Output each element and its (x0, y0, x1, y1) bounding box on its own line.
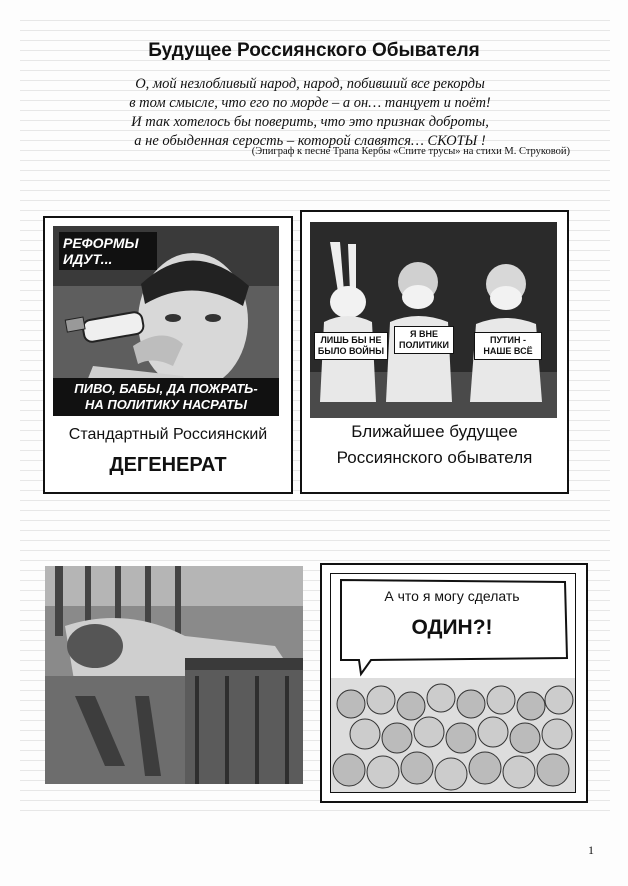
crowd-illustration (331, 574, 575, 792)
sign-apolitical: Я ВНЕ ПОЛИТИКИ (394, 326, 454, 354)
poster-bottom-slogan (53, 378, 279, 416)
page-title: Будущее Россиянского Обывателя (148, 40, 480, 61)
epigraph-source: (Эпиграф к песне Трапа Кербы «Спите трусы» на стихи М. Струковой) (251, 146, 570, 157)
bench-illustration (45, 566, 303, 784)
future-panel (300, 210, 569, 494)
epigraph-line: в том смысле, что его по морде – а он… танцует и поёт! (129, 95, 491, 111)
epigraph-line: О, мой незлобливый народ, народ, побивший все рекорды (135, 76, 485, 92)
sign-no-war: ЛИШЬ БЫ НЕ БЫЛО ВОЙНЫ (314, 332, 388, 360)
panel1-caption-line2: ДЕГЕНЕРАТ (109, 454, 227, 476)
beer-man-photo (53, 226, 279, 416)
epigraph-line: И так хотелось бы поверить, что это признак доброты, (131, 114, 489, 130)
panel2-caption-line2: Россиянского обывателя (336, 448, 533, 467)
speech-balloon-shout: ОДИН?! (411, 616, 493, 639)
epigraph (60, 75, 560, 151)
sign-putin: ПУТИН - НАШЕ ВСЁ (474, 332, 542, 360)
poster-bottom-line: НА ПОЛИТИКУ НАСРАТЫ (84, 397, 248, 412)
crowd-cartoon (330, 573, 576, 793)
crowd-panel (320, 563, 588, 803)
panel2-caption-line1: Ближайшее будущее (351, 422, 518, 441)
sheep-cartoon (310, 222, 557, 418)
degenerate-panel (43, 216, 293, 494)
poster-top-slogan: РЕФОРМЫ ИДУТ... (59, 232, 157, 270)
poster-bottom-line: ПИВО, БАБЫ, ДА ПОЖРАТЬ- (74, 381, 258, 396)
speech-balloon-text: А что я могу сделать (384, 588, 520, 604)
sheep-illustration (310, 222, 557, 418)
panel1-caption-line1: Стандартный Россиянский (68, 426, 268, 443)
epigraph-line: а не обыденная серость – которой славятся… СКОТЫ ! (134, 133, 486, 149)
bench-photo (45, 566, 303, 784)
page-number: 1 (588, 843, 594, 857)
